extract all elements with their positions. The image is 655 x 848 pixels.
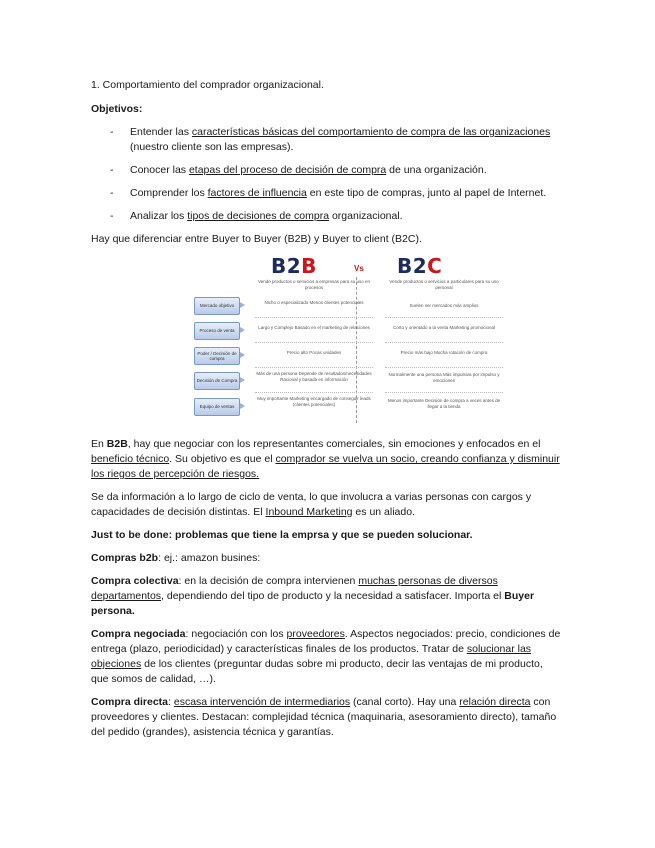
row-separator (255, 317, 373, 318)
b2b-vs-b2c-infographic (194, 255, 524, 425)
b2b-cell: Precio alto Pocas unidades (286, 350, 342, 355)
b2c-cell: Suelen ser mercados más amplios (409, 303, 479, 308)
objective-item: - Conocer las etapas del proceso de decisión de compra de una organización. (110, 164, 487, 176)
row-separator (255, 392, 373, 393)
row-separator (385, 342, 503, 343)
b2b-header: Vende productos o servicios a empresas para su uso en procesos (257, 279, 371, 290)
b2c-cell: Precio más bajo Mucha rotación de compra (400, 350, 488, 355)
b2c-title: B2C (397, 254, 443, 278)
row-separator (385, 392, 503, 393)
b2b-cell: Muy importante Marketing encargado de conseguir leads (clientes potenciales) (257, 396, 371, 407)
row-label: Poder / Decisión de compra (194, 347, 240, 365)
compras-paragraph: Compras b2b: ej.: amazon busines: (91, 552, 261, 564)
row-separator (255, 342, 373, 343)
compra-colectiva-paragraph: Compra colectiva: en la decisión de compra intervienen muchas personas de diversos departamentos, dependiendo del tipo de producto y la necesidad a satisfacer. Importa el Buyer persona. (91, 575, 535, 617)
row-label: Equipo de ventas (194, 398, 240, 416)
b2b-paragraph: En B2B, hay que negociar con los representantes comerciales, sin emociones y enfocados en el beneficio técnico. Su objetivo es que el comprador se vuelva un socio, creando confianza y disminuir los riegos de percepción de riesgos. (91, 438, 560, 480)
row-separator (385, 317, 503, 318)
objective-item: - Analizar los tipos de decisiones de compra organizacional. (110, 210, 403, 222)
compra-negociada-paragraph: Compra negociada: negociación con los proveedores. Aspectos negociados: precio, condiciones de entrega (plazo, periodicidad) y características finales de los productos. Tratar de solucionar las objeciones de los clientes (preguntar dudas sobre mi producto, decir las ventajas de mi producto, que somos de calidad, …). (91, 628, 561, 685)
b2b-cell: Más de una persona Depende de resultados/necesidades Racional y basada en información (256, 371, 372, 382)
b2c-cell: Corto y orientado a la venta Marketing promocional (392, 325, 496, 330)
row-arrow-icon (240, 403, 245, 409)
jtbd-paragraph: Just to be done: problemas que tiene la emprsa y que se pueden solucionar. (91, 529, 473, 541)
b2c-cell: Menos importante Decisión de compra a veces antes de llegar a la tienda (387, 398, 501, 409)
row-arrow-icon (240, 327, 245, 333)
b2b-title: B2B (271, 254, 317, 278)
row-separator (255, 367, 373, 368)
objective-link: etapas del proceso de decisión de compra (188, 164, 387, 176)
info-paragraph: Se da información a lo largo de ciclo de venta, lo que involucra a varias personas con cargos y capacidades de decisión distintas. El Inbound Marketing es un aliado. (91, 491, 532, 518)
section-heading: 1. Comportamiento del comprador organizacional. (91, 79, 324, 91)
b2c-header: Vende productos o servicios a particulares para su uso personal (389, 279, 499, 290)
objective-link: características básicas del comportamiento de compra de las organizaciones (191, 126, 551, 138)
objective-item: - Entender las características básicas del comportamiento de compra de las organizaciones (nuestro cliente son las empresas). (110, 126, 551, 153)
objective-link: factores de influencia (207, 187, 307, 199)
compra-directa-paragraph: Compra directa: escasa intervención de intermediarios (canal corto). Hay una relación directa con proveedores y clientes. Destacan: complejidad técnica (maquinaria, asesoramiento directo), tamaño del pedido (grandes), asistencia técnica y garantías. (91, 696, 557, 738)
document-page (91, 78, 561, 748)
b2b-cell: Nicho o especializado Menos clientes potenciales (264, 300, 364, 305)
objectives-title: Objetivos: (91, 103, 143, 115)
row-arrow-icon (240, 352, 245, 358)
row-arrow-icon (240, 377, 245, 383)
vs-label: Vs (354, 264, 364, 273)
objective-link: tipos de decisiones de compra (187, 210, 330, 222)
b2c-cell: Normalmente una persona Más impulsiva por impulso y emociones (388, 372, 500, 383)
objectives-list (91, 125, 561, 224)
row-label: Mercado objetivo (194, 297, 240, 315)
intro-paragraph: Hay que diferenciar entre Buyer to Buyer (B2B) y Buyer to client (B2C). (91, 233, 422, 245)
row-arrow-icon (240, 302, 245, 308)
b2b-cell: Largo y Complejo Basado en el marketing de relaciones (258, 325, 370, 330)
row-label: Proceso de venta (194, 322, 240, 340)
row-label: Decisión de Compra (194, 372, 240, 390)
row-separator (385, 367, 503, 368)
objective-item: - Comprender los factores de influencia en este tipo de compras, junto al papel de Internet. (110, 187, 547, 199)
